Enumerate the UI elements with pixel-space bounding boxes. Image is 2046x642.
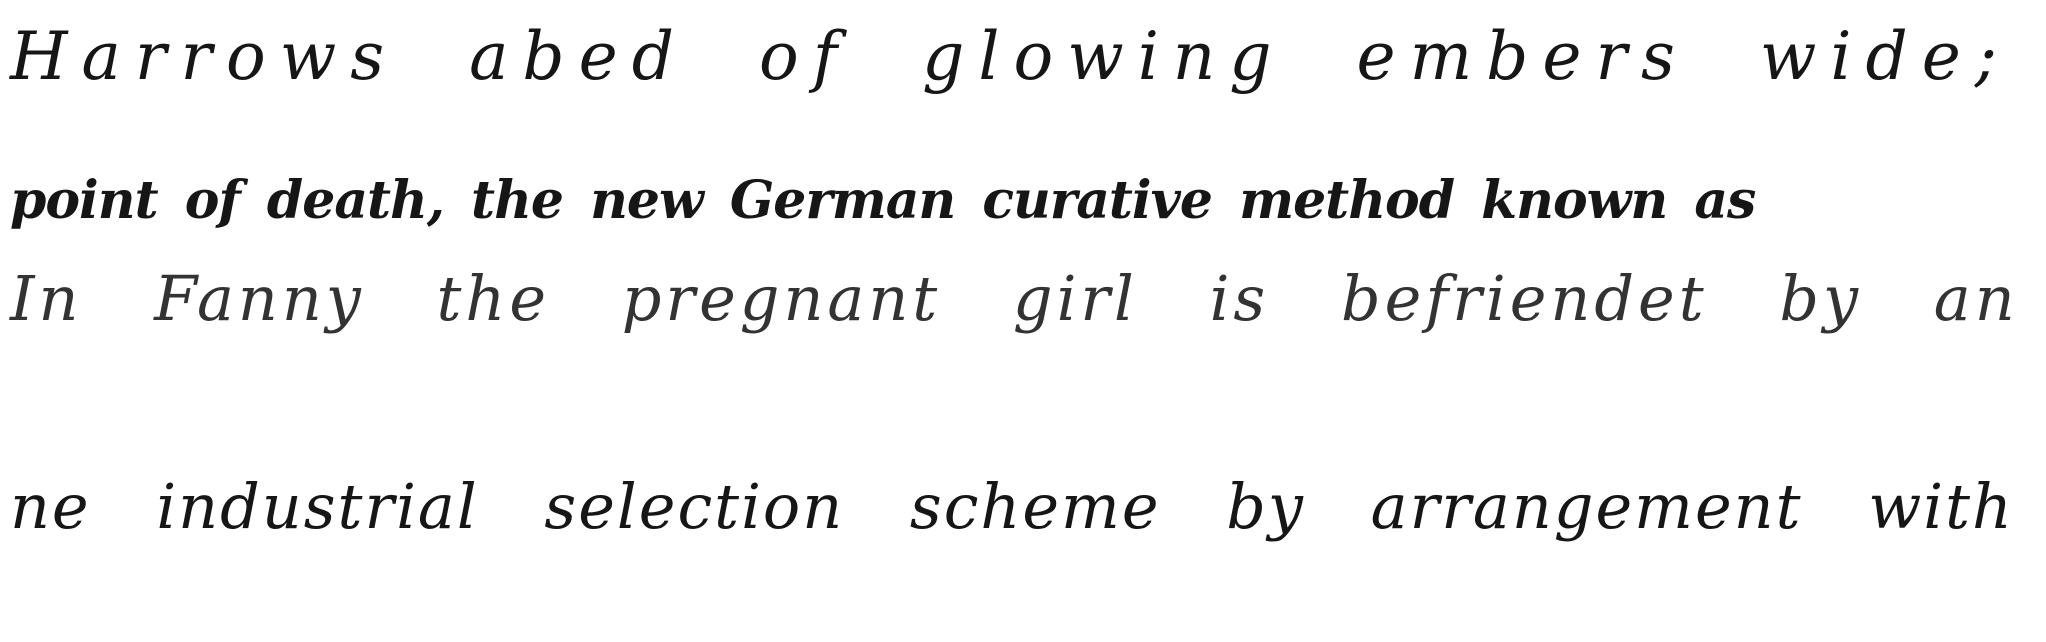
handwritten-line-1: Harrows abed of glowing embers wide; (10, 18, 2012, 95)
handwritten-line-3: In Fanny the pregnant girl is befriendet by an (10, 262, 2019, 335)
handwritten-line-2: point of death, the new German curative method known as (10, 170, 1756, 231)
handwritten-line-4: ne industrial selection scheme by arrangement with (10, 470, 2014, 543)
